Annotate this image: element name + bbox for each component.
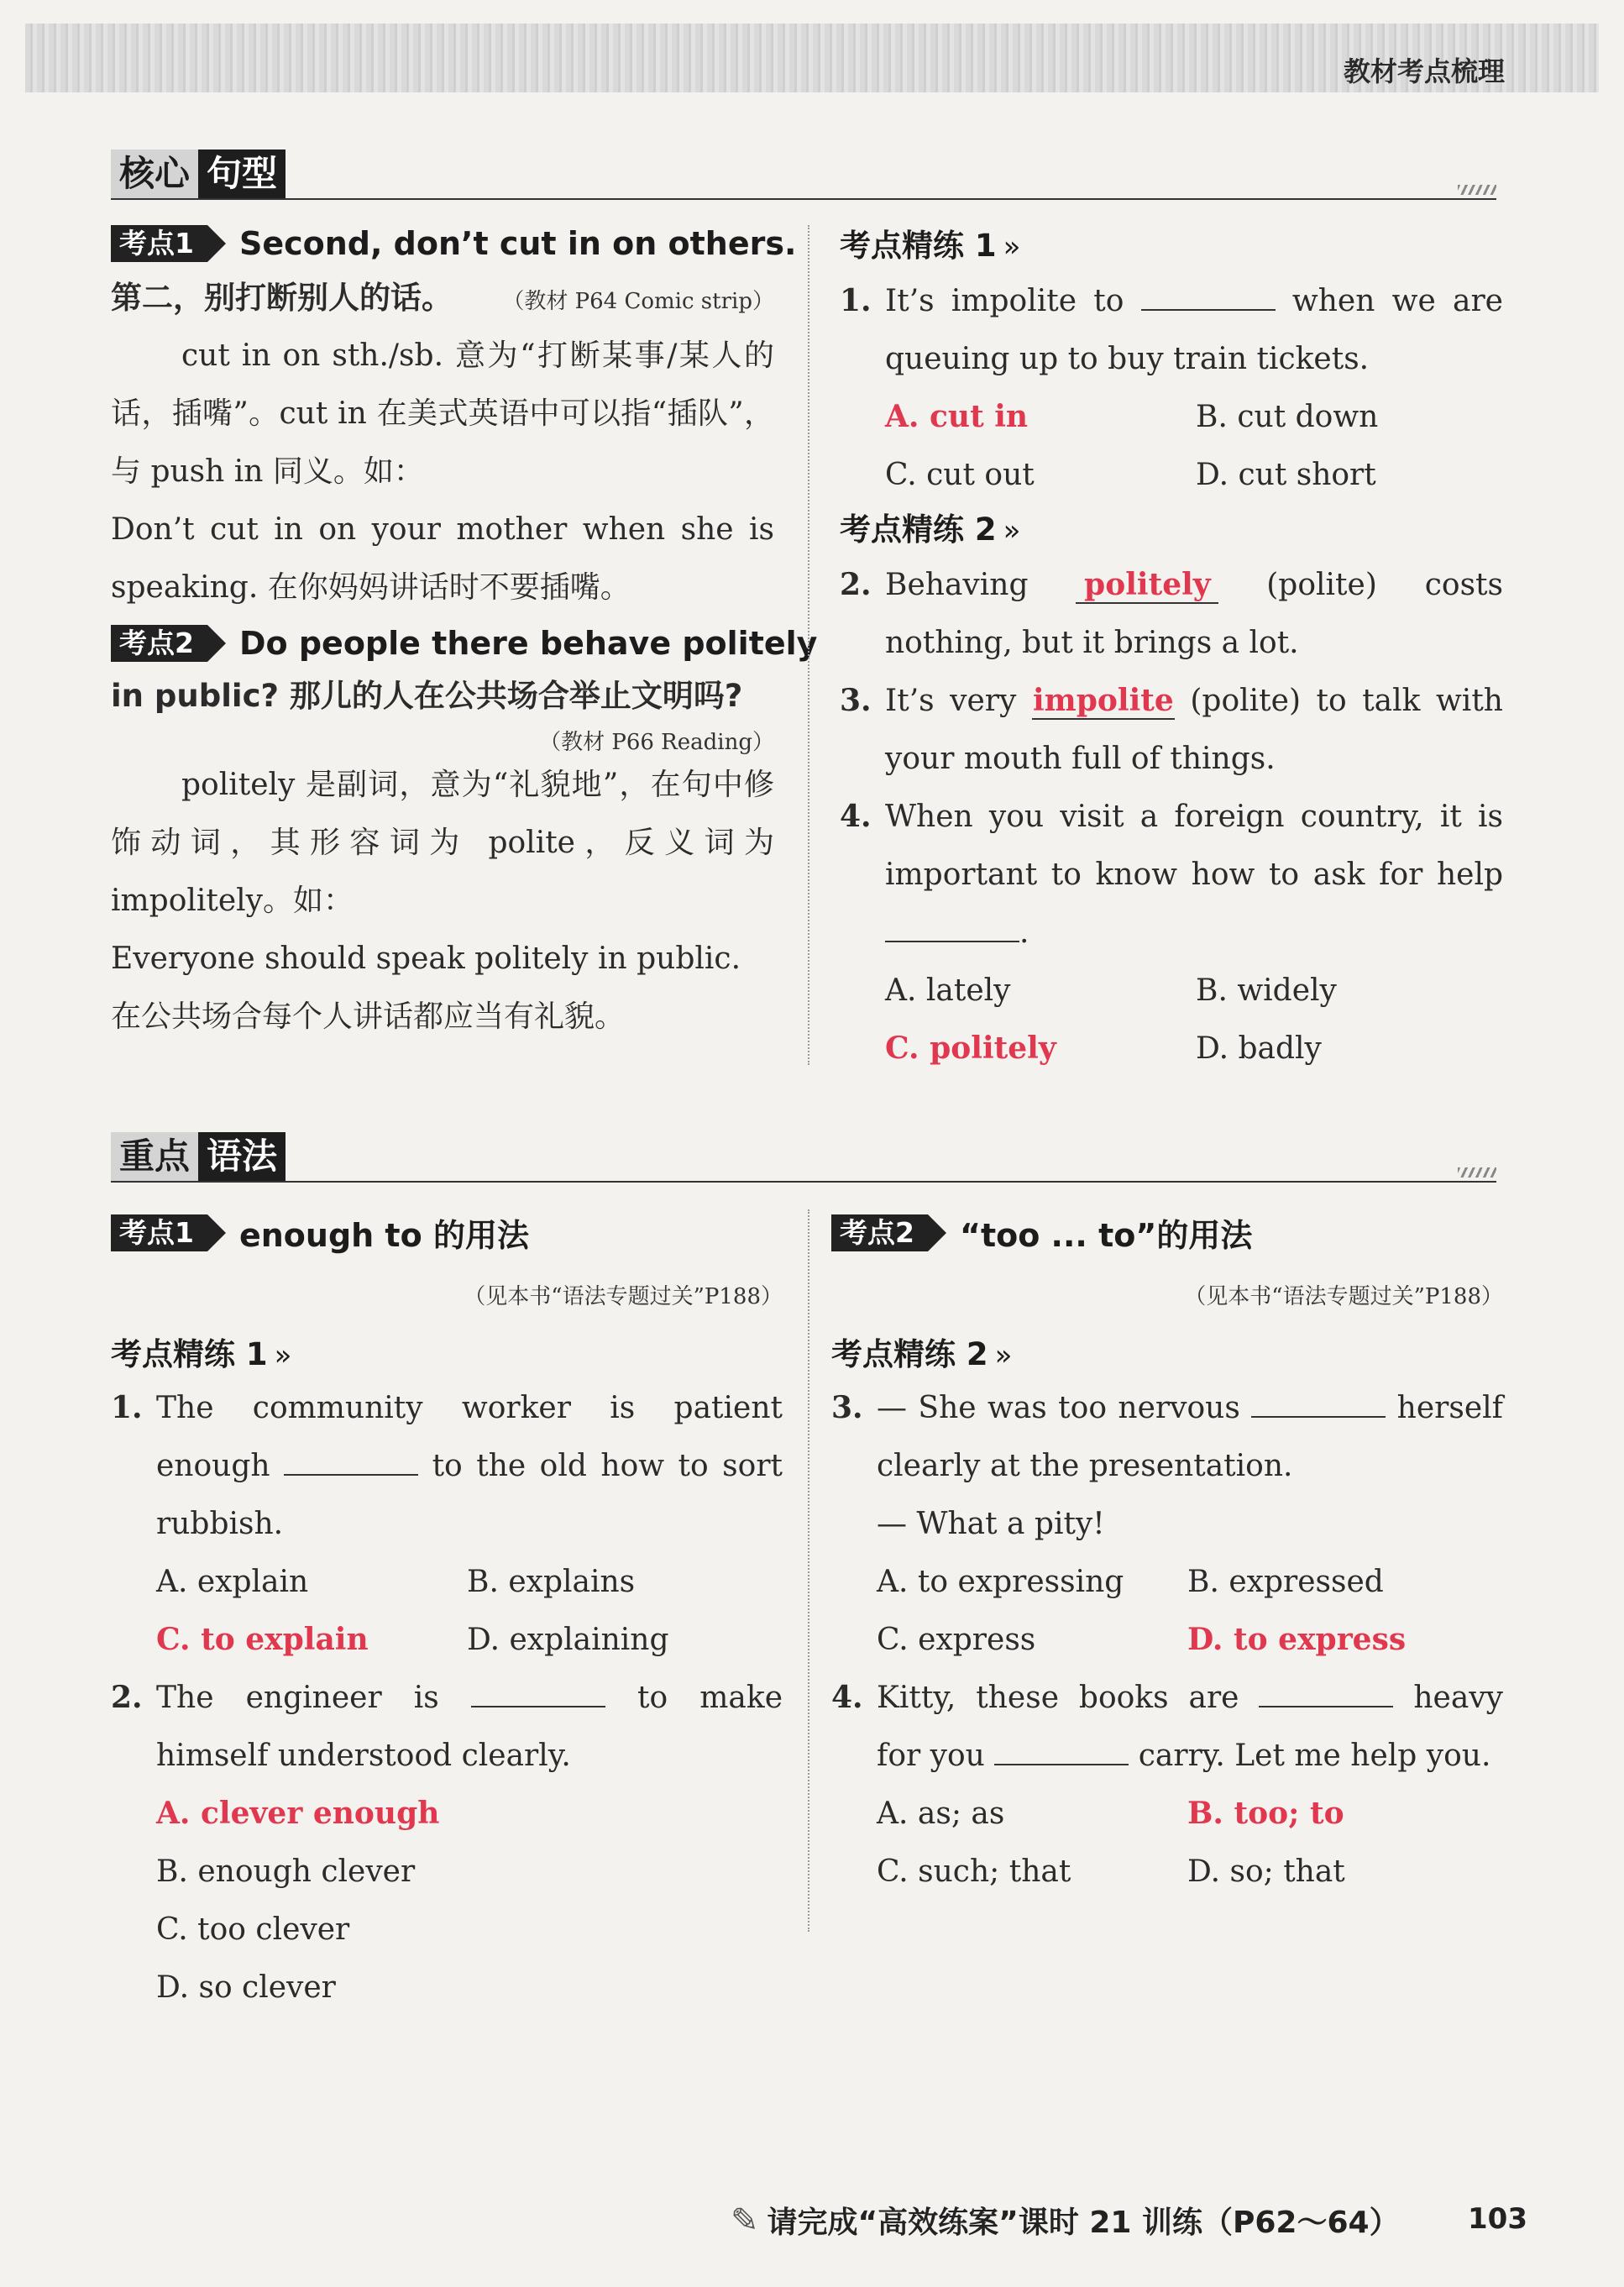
option-a[interactable]: A. to expressing [877,1565,1124,1599]
kaodian-2-heading [831,1209,1503,1256]
grammar-reference: （见本书“语法专题过关”P188） [1184,1284,1503,1309]
question-2 [111,1669,783,1785]
option-b[interactable]: B. cut down [1196,400,1379,434]
option-d[interactable]: D. badly [1196,1031,1322,1066]
question-3-reply [831,1495,1503,1553]
kaodian-2-explanation: politely 是副词，意为“礼貌地”，在句中修饰动词，其形容词为 polite，反义词为 impolitely。如： [111,768,774,918]
section-heading-core-sentences [111,149,1496,198]
kaodian-badge: 考点1 [111,225,207,262]
question-text: when we are queuing up to buy train tickets. [885,284,1503,376]
option-a[interactable]: A. explain [156,1565,309,1599]
answer-blank[interactable] [885,912,1019,942]
right-column-section1 [840,220,1503,1078]
question-text: It’s impolite to [885,284,1124,318]
question-number: 2. [111,1680,143,1715]
kaodian-title: enough to 的用法 [238,1217,529,1254]
column-divider [808,1209,809,1932]
answer-blank[interactable] [284,1445,418,1476]
kaodian-badge: 考点2 [831,1214,928,1251]
question-text: (polite) costs nothing, but it brings a lot. [885,568,1503,660]
section-heading-key-grammar [111,1132,1496,1181]
option-a[interactable]: A. as; as [877,1797,1005,1831]
filled-answer[interactable]: impolite [1032,683,1174,718]
option-d[interactable]: D. so; that [1187,1854,1345,1889]
hatch-decoration [1458,185,1496,195]
question-1 [840,272,1503,388]
kaodian-1-explanation: cut in on sth./sb. 意为“打断某事/某人的话，插嘴”。cut in 在美式英语中可以指“插队”，与 push in 同义。如： [111,338,774,489]
kaodian-title: Second, don’t cut in on others. [238,225,797,262]
kaodian-badge: 考点2 [111,625,207,662]
option-c[interactable]: C. cut out [885,458,1035,492]
kaodian-1-translation: 第二，别打断别人的话。 [111,280,453,316]
options-q3 [831,1553,1503,1669]
kaodian-1-heading [111,225,797,262]
option-c[interactable]: C. too clever [156,1912,350,1947]
practice-heading-1: 考点精练 1 » [840,228,1021,264]
option-b-correct[interactable]: B. too; to [1187,1796,1344,1831]
question-text: carry. Let me help you. [1138,1739,1491,1773]
question-text: herself clearly at the presentation. [877,1391,1503,1483]
option-d-correct[interactable]: D. to express [1187,1622,1407,1657]
question-text: When you visit a foreign country, it is important to know how to ask for help [885,800,1503,892]
options-q4 [831,1785,1503,1901]
column-divider [808,225,809,1065]
section-title-part-a: 重点 [111,1132,198,1181]
answer-blank[interactable] [471,1677,605,1707]
section-title-part-a: 核心 [111,149,198,198]
question-number: 2. [840,567,872,602]
section-title-part-b: 语法 [198,1132,286,1181]
question-text: (polite) to talk with your mouth full of things. [885,684,1503,776]
options-q4 [840,962,1503,1078]
question-text: The engineer is [156,1681,439,1715]
option-b[interactable]: B. enough clever [156,1854,416,1889]
question-number: 1. [111,1390,143,1425]
textbook-reference: （教材 P66 Reading） [539,730,774,755]
kaodian-2-example-zh: 在公共场合每个人讲话都应当有礼貌。 [111,999,626,1034]
practice-heading-2: 考点精练 2 » [840,511,1021,548]
question-text: to the old how to sort rubbish. [156,1449,783,1541]
option-d[interactable]: D. so clever [156,1970,336,2005]
answer-blank[interactable] [994,1735,1129,1765]
option-d[interactable]: D. cut short [1196,458,1376,492]
hatch-decoration [1458,1167,1496,1178]
question-text: heavy for you [877,1681,1503,1773]
right-column-section2 [831,1209,1503,1901]
kaodian-title: “too ... to”的用法 [959,1217,1253,1254]
option-b[interactable]: B. explains [467,1565,636,1599]
question-text: to make himself understood clearly. [156,1681,783,1773]
answer-blank[interactable] [1251,1387,1386,1418]
question-text: — She was too nervous [877,1391,1240,1425]
kaodian-badge: 考点1 [111,1214,207,1251]
left-column-section2 [111,1209,783,2017]
option-a-correct[interactable]: A. clever enough [156,1796,440,1831]
answer-blank[interactable] [1141,281,1276,311]
kaodian-2-example-en: Everyone should speak politely in public. [111,942,741,976]
question-3 [831,1379,1503,1495]
practice-heading-1: 考点精练 1 » [111,1336,292,1372]
question-text: Behaving [885,568,1029,602]
textbook-reference: （教材 P64 Comic strip） [502,289,774,314]
page-number: 103 [1468,2202,1527,2236]
answer-blank[interactable] [1259,1677,1393,1707]
footer-text: 请完成“高效练案”课时 21 训练（P62～64） [767,2206,1400,2240]
option-a[interactable]: A. lately [885,973,1011,1008]
footer-instruction [731,2199,1400,2242]
options-q1 [111,1553,783,1669]
left-column-section1 [111,225,818,1046]
question-number: 3. [840,683,872,718]
options-q1 [840,388,1503,504]
option-c[interactable]: C. such; that [877,1854,1071,1889]
question-text: Kitty, these books are [877,1681,1239,1715]
question-4 [831,1669,1503,1785]
question-text: — What a pity! [877,1507,1105,1541]
option-b[interactable]: B. widely [1196,973,1337,1008]
option-d[interactable]: D. explaining [467,1623,669,1657]
question-number: 3. [831,1390,863,1425]
question-number: 1. [840,283,872,318]
kaodian-2-title-line2: in public? 那儿的人在公共场合举止文明吗? [111,678,743,714]
question-3 [840,672,1503,788]
question-2 [840,556,1503,672]
option-c-correct[interactable]: C. politely [885,1031,1056,1066]
question-number: 4. [840,799,872,834]
option-c[interactable]: C. express [877,1623,1036,1657]
options-q2 [111,1785,783,2017]
grammar-reference: （见本书“语法专题过关”P188） [464,1284,783,1309]
question-4: 4. When you visit a foreign country, it is important to know how to ask for help . [840,788,1503,962]
option-b[interactable]: B. expressed [1187,1565,1384,1599]
kaodian-title: Do people there behave politely [238,625,818,662]
question-1 [111,1379,783,1553]
pen-book-icon: ✎ [731,2200,759,2240]
question-number: 4. [831,1680,863,1715]
question-text: The community worker is patient enough [156,1391,783,1483]
section-title-part-b: 句型 [198,149,286,198]
practice-heading-2: 考点精练 2 » [831,1336,1013,1372]
kaodian-1-example: Don’t cut in on your mother when she is speaking. 在你妈妈讲话时不要插嘴。 [111,512,774,605]
kaodian-2-heading [111,625,818,662]
option-c-correct[interactable]: C. to explain [156,1622,369,1657]
running-header: 教材考点梳理 [1343,55,1505,87]
filled-answer[interactable]: politely [1076,569,1218,604]
kaodian-1-heading [111,1209,783,1256]
question-text: It’s very [885,684,1017,718]
option-a-correct[interactable]: A. cut in [885,399,1029,434]
